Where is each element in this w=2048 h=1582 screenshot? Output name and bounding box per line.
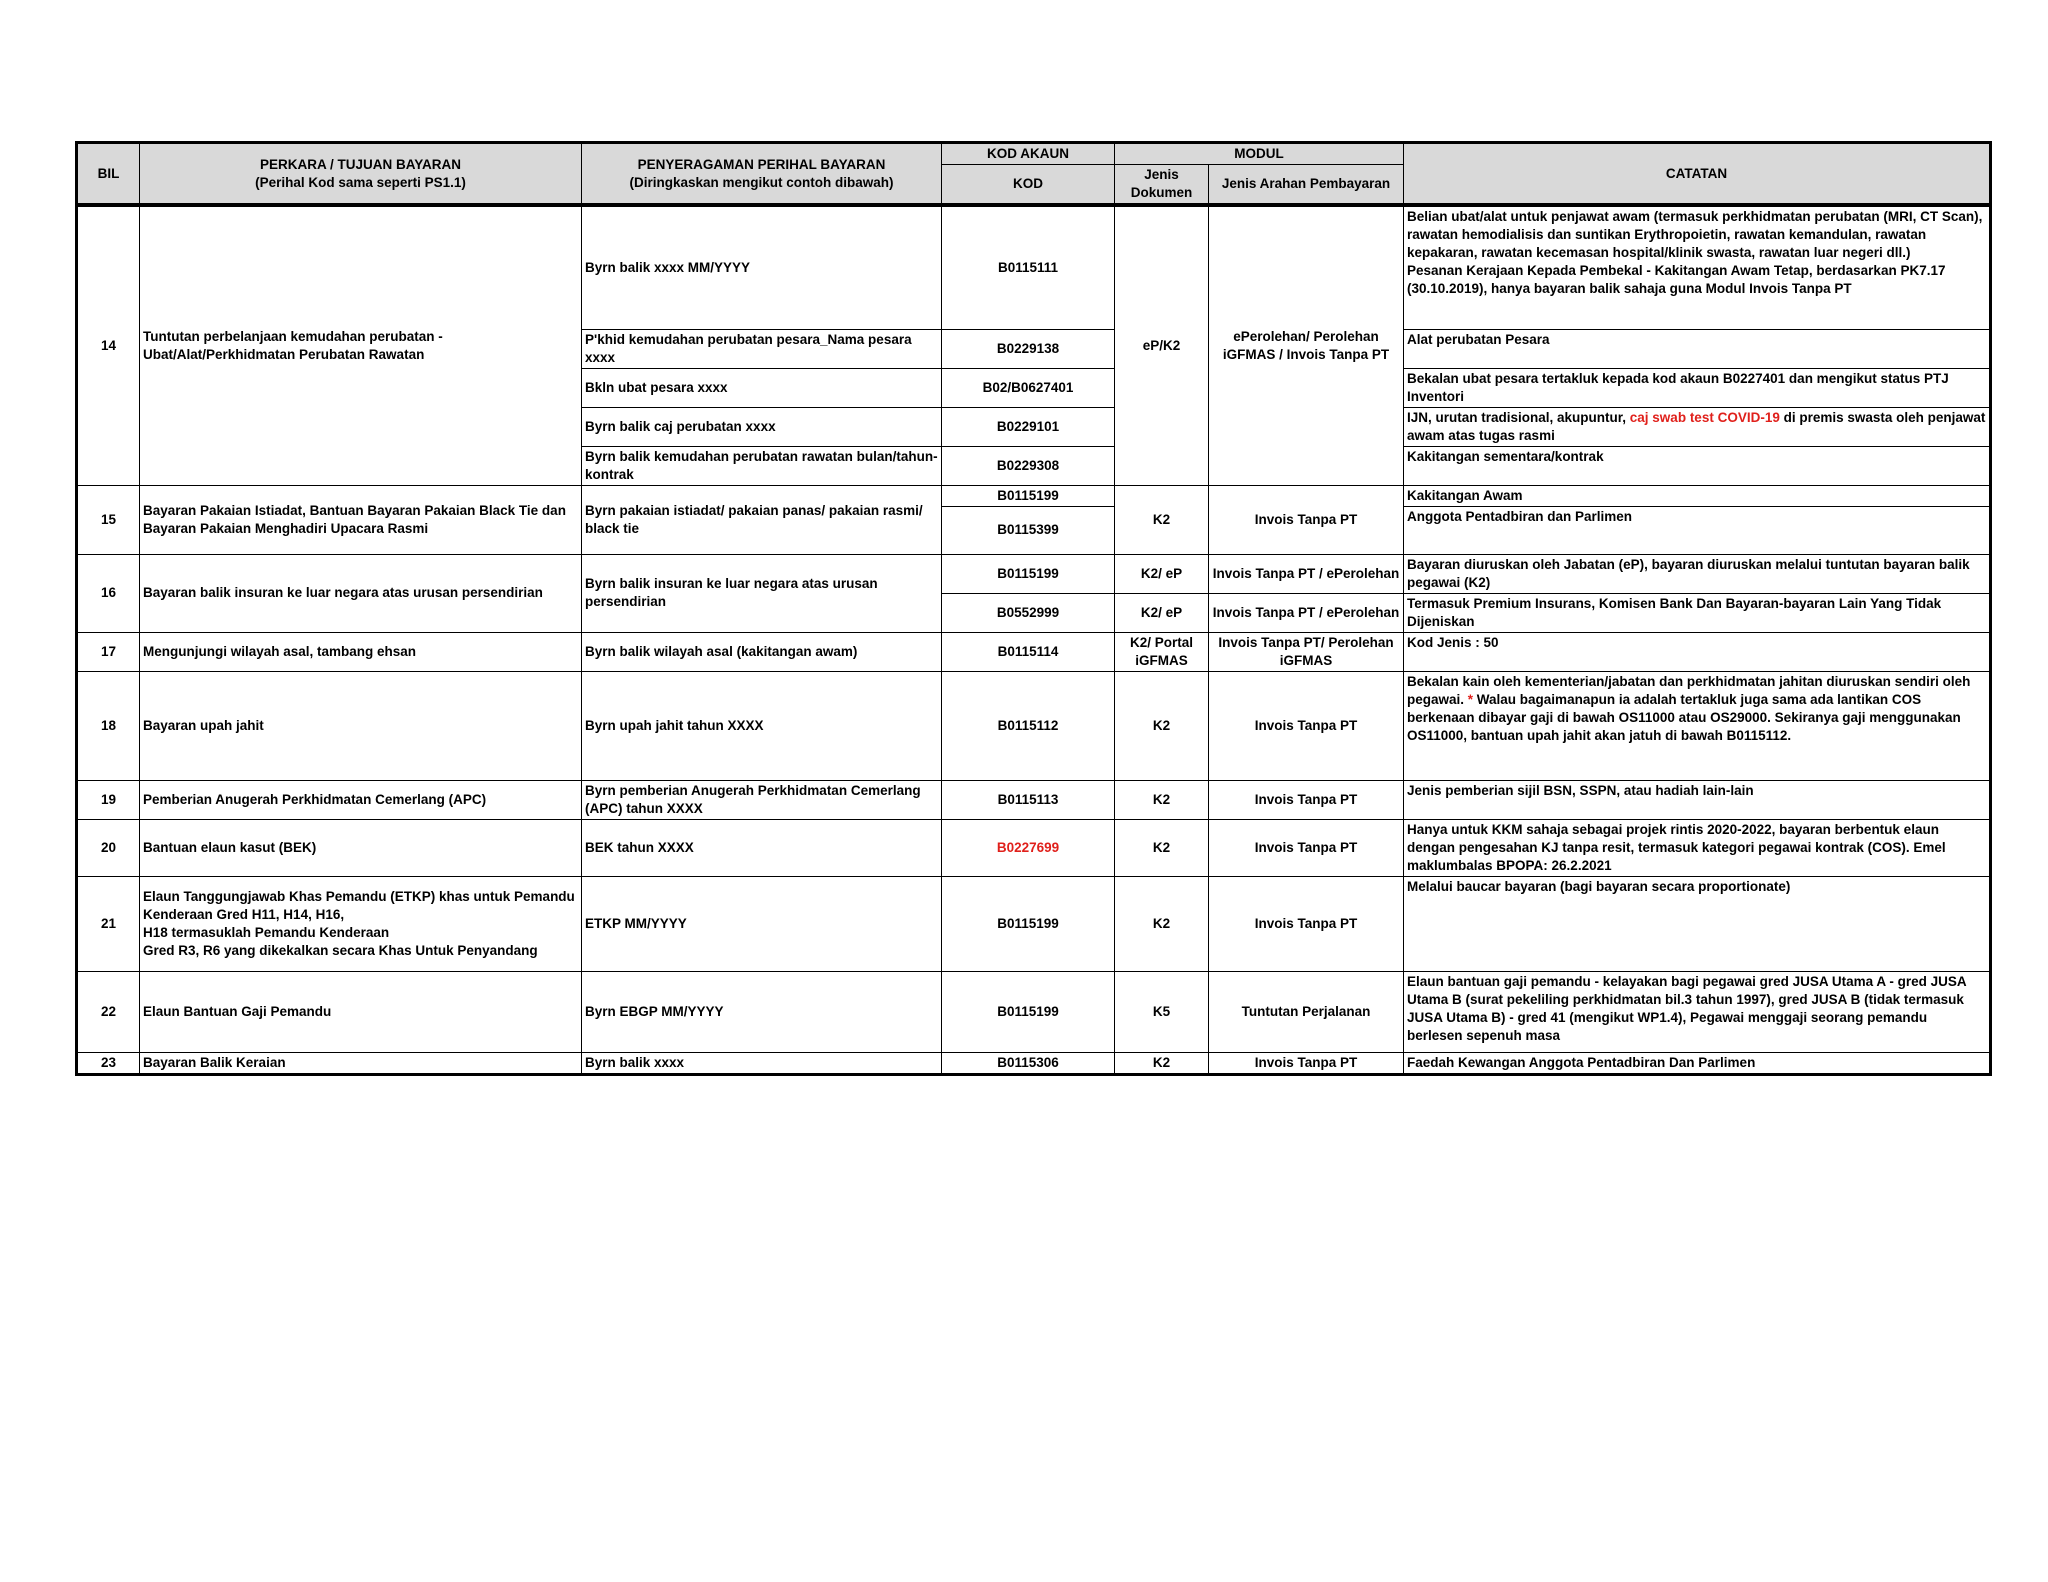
kod-akaun-table — [75, 141, 1992, 1076]
cell-jenis-arahan: Invois Tanpa PT / ePerolehan — [1209, 554, 1404, 593]
spreadsheet-page — [75, 141, 1989, 1076]
cell-catatan: Faedah Kewangan Anggota Pentadbiran Dan Parlimen — [1404, 1052, 1991, 1074]
header-bil: BIL — [77, 143, 140, 206]
header-kod-akaun: KOD AKAUN — [942, 143, 1115, 165]
header-perkara-subtitle: (Perihal Kod sama seperti PS1.1) — [255, 174, 466, 190]
cell-kod: B0227699 — [942, 819, 1115, 876]
cell-perkara: Pemberian Anugerah Perkhidmatan Cemerlang (APC) — [140, 780, 582, 819]
cell-perkara: Bantuan elaun kasut (BEK) — [140, 819, 582, 876]
cell-jenis-arahan: Invois Tanpa PT — [1209, 819, 1404, 876]
cell-jenis-dokumen: K2/ eP — [1115, 593, 1209, 632]
cell-kod: B0115199 — [942, 876, 1115, 971]
cell-catatan: Bayaran diuruskan oleh Jabatan (eP), bayaran diuruskan melalui tuntutan bayaran balik pegawai (K2) — [1404, 554, 1991, 593]
cell-catatan: Alat perubatan Pesara — [1404, 329, 1991, 368]
cell-perihal: Byrn balik kemudahan perubatan rawatan bulan/tahun-kontrak — [582, 446, 942, 485]
asterisk-mark: * — [1467, 691, 1474, 707]
header-perkara — [140, 143, 582, 206]
cell-perkara: Mengunjungi wilayah asal, tambang ehsan — [140, 632, 582, 671]
table-row — [77, 485, 1991, 506]
cell-bil: 15 — [77, 485, 140, 554]
cell-kod: B0115306 — [942, 1052, 1115, 1074]
cell-kod: B0115399 — [942, 506, 1115, 554]
table-row — [77, 671, 1991, 780]
cell-kod: B0115199 — [942, 554, 1115, 593]
cell-kod: B0115199 — [942, 485, 1115, 506]
header-modul: MODUL — [1115, 143, 1404, 165]
table-row — [77, 554, 1991, 593]
cell-bil: 16 — [77, 554, 140, 632]
table-row — [77, 971, 1991, 1052]
cell-jenis-dokumen: K2 — [1115, 485, 1209, 554]
cell-bil: 21 — [77, 876, 140, 971]
cell-jenis-dokumen: K2/ eP — [1115, 554, 1209, 593]
cell-jenis-dokumen: K2/ Portal iGFMAS — [1115, 632, 1209, 671]
cell-jenis-dokumen: K5 — [1115, 971, 1209, 1052]
cell-bil: 20 — [77, 819, 140, 876]
cell-jenis-arahan: ePerolehan/ Perolehan iGFMAS / Invois Tanpa PT — [1209, 205, 1404, 485]
header-catatan: CATATAN — [1404, 143, 1991, 206]
perkara-line: Elaun Tanggungjawab Khas Pemandu (ETKP) khas untuk Pemandu Kenderaan Gred H11, H14, H16, — [143, 888, 575, 922]
cell-catatan — [1404, 407, 1991, 446]
cell-catatan — [1404, 671, 1991, 780]
catatan-text: Walau bagaimanapun ia adalah tertakluk juga sama ada lantikan COS berkenaan dibayar gaji di bawah OS11000 atau OS29000. Sekiranya gaji menggunakan OS11000, bantuan upah jahit akan jatuh di bawah B0115112. — [1407, 691, 1961, 743]
cell-jenis-dokumen: K2 — [1115, 671, 1209, 780]
cell-perkara: Elaun Bantuan Gaji Pemandu — [140, 971, 582, 1052]
cell-jenis-dokumen: K2 — [1115, 876, 1209, 971]
table-body — [77, 205, 1991, 1074]
cell-catatan: Termasuk Premium Insurans, Komisen Bank Dan Bayaran-bayaran Lain Yang Tidak Dijeniskan — [1404, 593, 1991, 632]
header-perkara-title: PERKARA / TUJUAN BAYARAN — [259, 156, 462, 172]
cell-catatan: Bekalan ubat pesara tertakluk kepada kod akaun B0227401 dan mengikut status PTJ Inventori — [1404, 368, 1991, 407]
header-kod: KOD — [942, 165, 1115, 206]
catatan-text: Pesanan Kerajaan Kepada Pembekal - Kakitangan Awam Tetap, berdasarkan PK7.17 (30.10.2019), hanya bayaran balik sahaja guna Modul Invois Tanpa PT — [1407, 263, 1946, 296]
catatan-text: Bekalan kain oleh kementerian/jabatan dan perkhidmatan jahitan diuruskan sendiri oleh pegawai. — [1407, 673, 1971, 707]
cell-jenis-arahan: Invois Tanpa PT — [1209, 780, 1404, 819]
cell-perihal: P'khid kemudahan perubatan pesara_Nama pesara xxxx — [582, 329, 942, 368]
cell-perihal: Byrn balik xxxx MM/YYYY — [582, 205, 942, 329]
cell-jenis-arahan: Invois Tanpa PT / ePerolehan — [1209, 593, 1404, 632]
table-row — [77, 780, 1991, 819]
table-header — [77, 143, 1991, 206]
cell-perihal: Byrn balik xxxx — [582, 1052, 942, 1074]
cell-perkara: Bayaran upah jahit — [140, 671, 582, 780]
cell-perihal: Bkln ubat pesara xxxx — [582, 368, 942, 407]
cell-bil: 22 — [77, 971, 140, 1052]
perkara-line: H18 termasuklah Pemandu Kenderaan — [143, 924, 390, 940]
cell-catatan: Jenis pemberian sijil BSN, SSPN, atau hadiah lain-lain — [1404, 780, 1991, 819]
cell-catatan: Kod Jenis : 50 — [1404, 632, 1991, 671]
header-penyeragaman-title: PENYERAGAMAN PERIHAL BAYARAN — [637, 156, 886, 172]
cell-perihal: Byrn balik caj perubatan xxxx — [582, 407, 942, 446]
cell-kod: B0115111 — [942, 205, 1115, 329]
cell-perihal: Byrn upah jahit tahun XXXX — [582, 671, 942, 780]
cell-catatan: Melalui baucar bayaran (bagi bayaran secara proportionate) — [1404, 876, 1991, 971]
cell-kod: B0115114 — [942, 632, 1115, 671]
table-row — [77, 205, 1991, 329]
cell-kod: B0229138 — [942, 329, 1115, 368]
cell-catatan: Hanya untuk KKM sahaja sebagai projek rintis 2020-2022, bayaran berbentuk elaun dengan pengesahan KJ tanpa resit, termasuk kategori pegawai kontrak (COS). Emel maklumbalas BPOPA: 26.2.2021 — [1404, 819, 1991, 876]
cell-perihal: Byrn pakaian istiadat/ pakaian panas/ pakaian rasmi/ black tie — [582, 485, 942, 554]
cell-jenis-arahan: Invois Tanpa PT — [1209, 671, 1404, 780]
cell-catatan: Elaun bantuan gaji pemandu - kelayakan bagi pegawai gred JUSA Utama A - gred JUSA Utama B (surat pekeliling perkhidmatan bil.3 tahun 1997), gred JUSA B (tidak termasuk JUSA Utama B) - gred 41 (mengikut WP1.4), Pegawai menggaji seorang pemandu berlesen sepenuh masa — [1404, 971, 1991, 1052]
cell-catatan — [1404, 205, 1991, 329]
header-penyeragaman — [582, 143, 942, 206]
cell-perkara — [140, 876, 582, 971]
cell-perihal: BEK tahun XXXX — [582, 819, 942, 876]
cell-kod: B0552999 — [942, 593, 1115, 632]
header-jenis-arahan: Jenis Arahan Pembayaran — [1209, 165, 1404, 206]
cell-perkara: Bayaran balik insuran ke luar negara atas urusan persendirian — [140, 554, 582, 632]
cell-jenis-dokumen: K2 — [1115, 780, 1209, 819]
cell-jenis-arahan: Invois Tanpa PT — [1209, 485, 1404, 554]
cell-bil: 14 — [77, 205, 140, 485]
cell-catatan: Anggota Pentadbiran dan Parlimen — [1404, 506, 1991, 554]
cell-jenis-arahan: Invois Tanpa PT — [1209, 876, 1404, 971]
cell-bil: 18 — [77, 671, 140, 780]
cell-perkara: Bayaran Pakaian Istiadat, Bantuan Bayaran Pakaian Black Tie dan Bayaran Pakaian Menghadiri Upacara Rasmi — [140, 485, 582, 554]
cell-perkara: Tuntutan perbelanjaan kemudahan perubatan - Ubat/Alat/Perkhidmatan Perubatan Rawatan — [140, 205, 582, 485]
cell-bil: 23 — [77, 1052, 140, 1074]
cell-kod: B0229308 — [942, 446, 1115, 485]
cell-kod: B02/B0627401 — [942, 368, 1115, 407]
cell-kod: B0115113 — [942, 780, 1115, 819]
table-row — [77, 632, 1991, 671]
table-row — [77, 876, 1991, 971]
cell-perkara: Bayaran Balik Keraian — [140, 1052, 582, 1074]
cell-kod: B0115112 — [942, 671, 1115, 780]
header-penyeragaman-subtitle: (Diringkaskan mengikut contoh dibawah) — [629, 174, 894, 190]
cell-bil: 19 — [77, 780, 140, 819]
header-jenis-dokumen: Jenis Dokumen — [1115, 165, 1209, 206]
cell-jenis-dokumen: K2 — [1115, 819, 1209, 876]
cell-kod: B0229101 — [942, 407, 1115, 446]
cell-bil: 17 — [77, 632, 140, 671]
catatan-highlight: caj swab test COVID-19 — [1629, 409, 1780, 425]
cell-perihal: Byrn pemberian Anugerah Perkhidmatan Cemerlang (APC) tahun XXXX — [582, 780, 942, 819]
table-row — [77, 819, 1991, 876]
catatan-text: IJN, urutan tradisional, akupuntur, — [1407, 409, 1630, 425]
cell-perihal: Byrn EBGP MM/YYYY — [582, 971, 942, 1052]
catatan-text: Belian ubat/alat untuk penjawat awam (termasuk perkhidmatan perubatan (MRI, CT Scan), rawatan hemodialisis dan suntikan Erythropoietin, rawatan kemandulan, rawatan kepakaran, rawatan kecemasan hospital/klinik swasta, rawatan luar negeri dll.) — [1407, 209, 1983, 260]
cell-perihal: ETKP MM/YYYY — [582, 876, 942, 971]
perkara-line: Gred R3, R6 yang dikekalkan secara Khas Untuk Penyandang — [143, 942, 538, 958]
cell-jenis-dokumen: eP/K2 — [1115, 205, 1209, 485]
cell-catatan: Kakitangan sementara/kontrak — [1404, 446, 1991, 485]
catatan-text: di premis swasta oleh penjawat awam atas tugas rasmi — [1407, 409, 1986, 443]
cell-jenis-dokumen: K2 — [1115, 1052, 1209, 1074]
cell-catatan: Kakitangan Awam — [1404, 485, 1991, 506]
cell-jenis-arahan: Invois Tanpa PT/ Perolehan iGFMAS — [1209, 632, 1404, 671]
cell-jenis-arahan: Tuntutan Perjalanan — [1209, 971, 1404, 1052]
cell-jenis-arahan: Invois Tanpa PT — [1209, 1052, 1404, 1074]
table-row — [77, 1052, 1991, 1074]
cell-kod: B0115199 — [942, 971, 1115, 1052]
cell-perihal: Byrn balik insuran ke luar negara atas urusan persendirian — [582, 554, 942, 632]
cell-perihal: Byrn balik wilayah asal (kakitangan awam) — [582, 632, 942, 671]
